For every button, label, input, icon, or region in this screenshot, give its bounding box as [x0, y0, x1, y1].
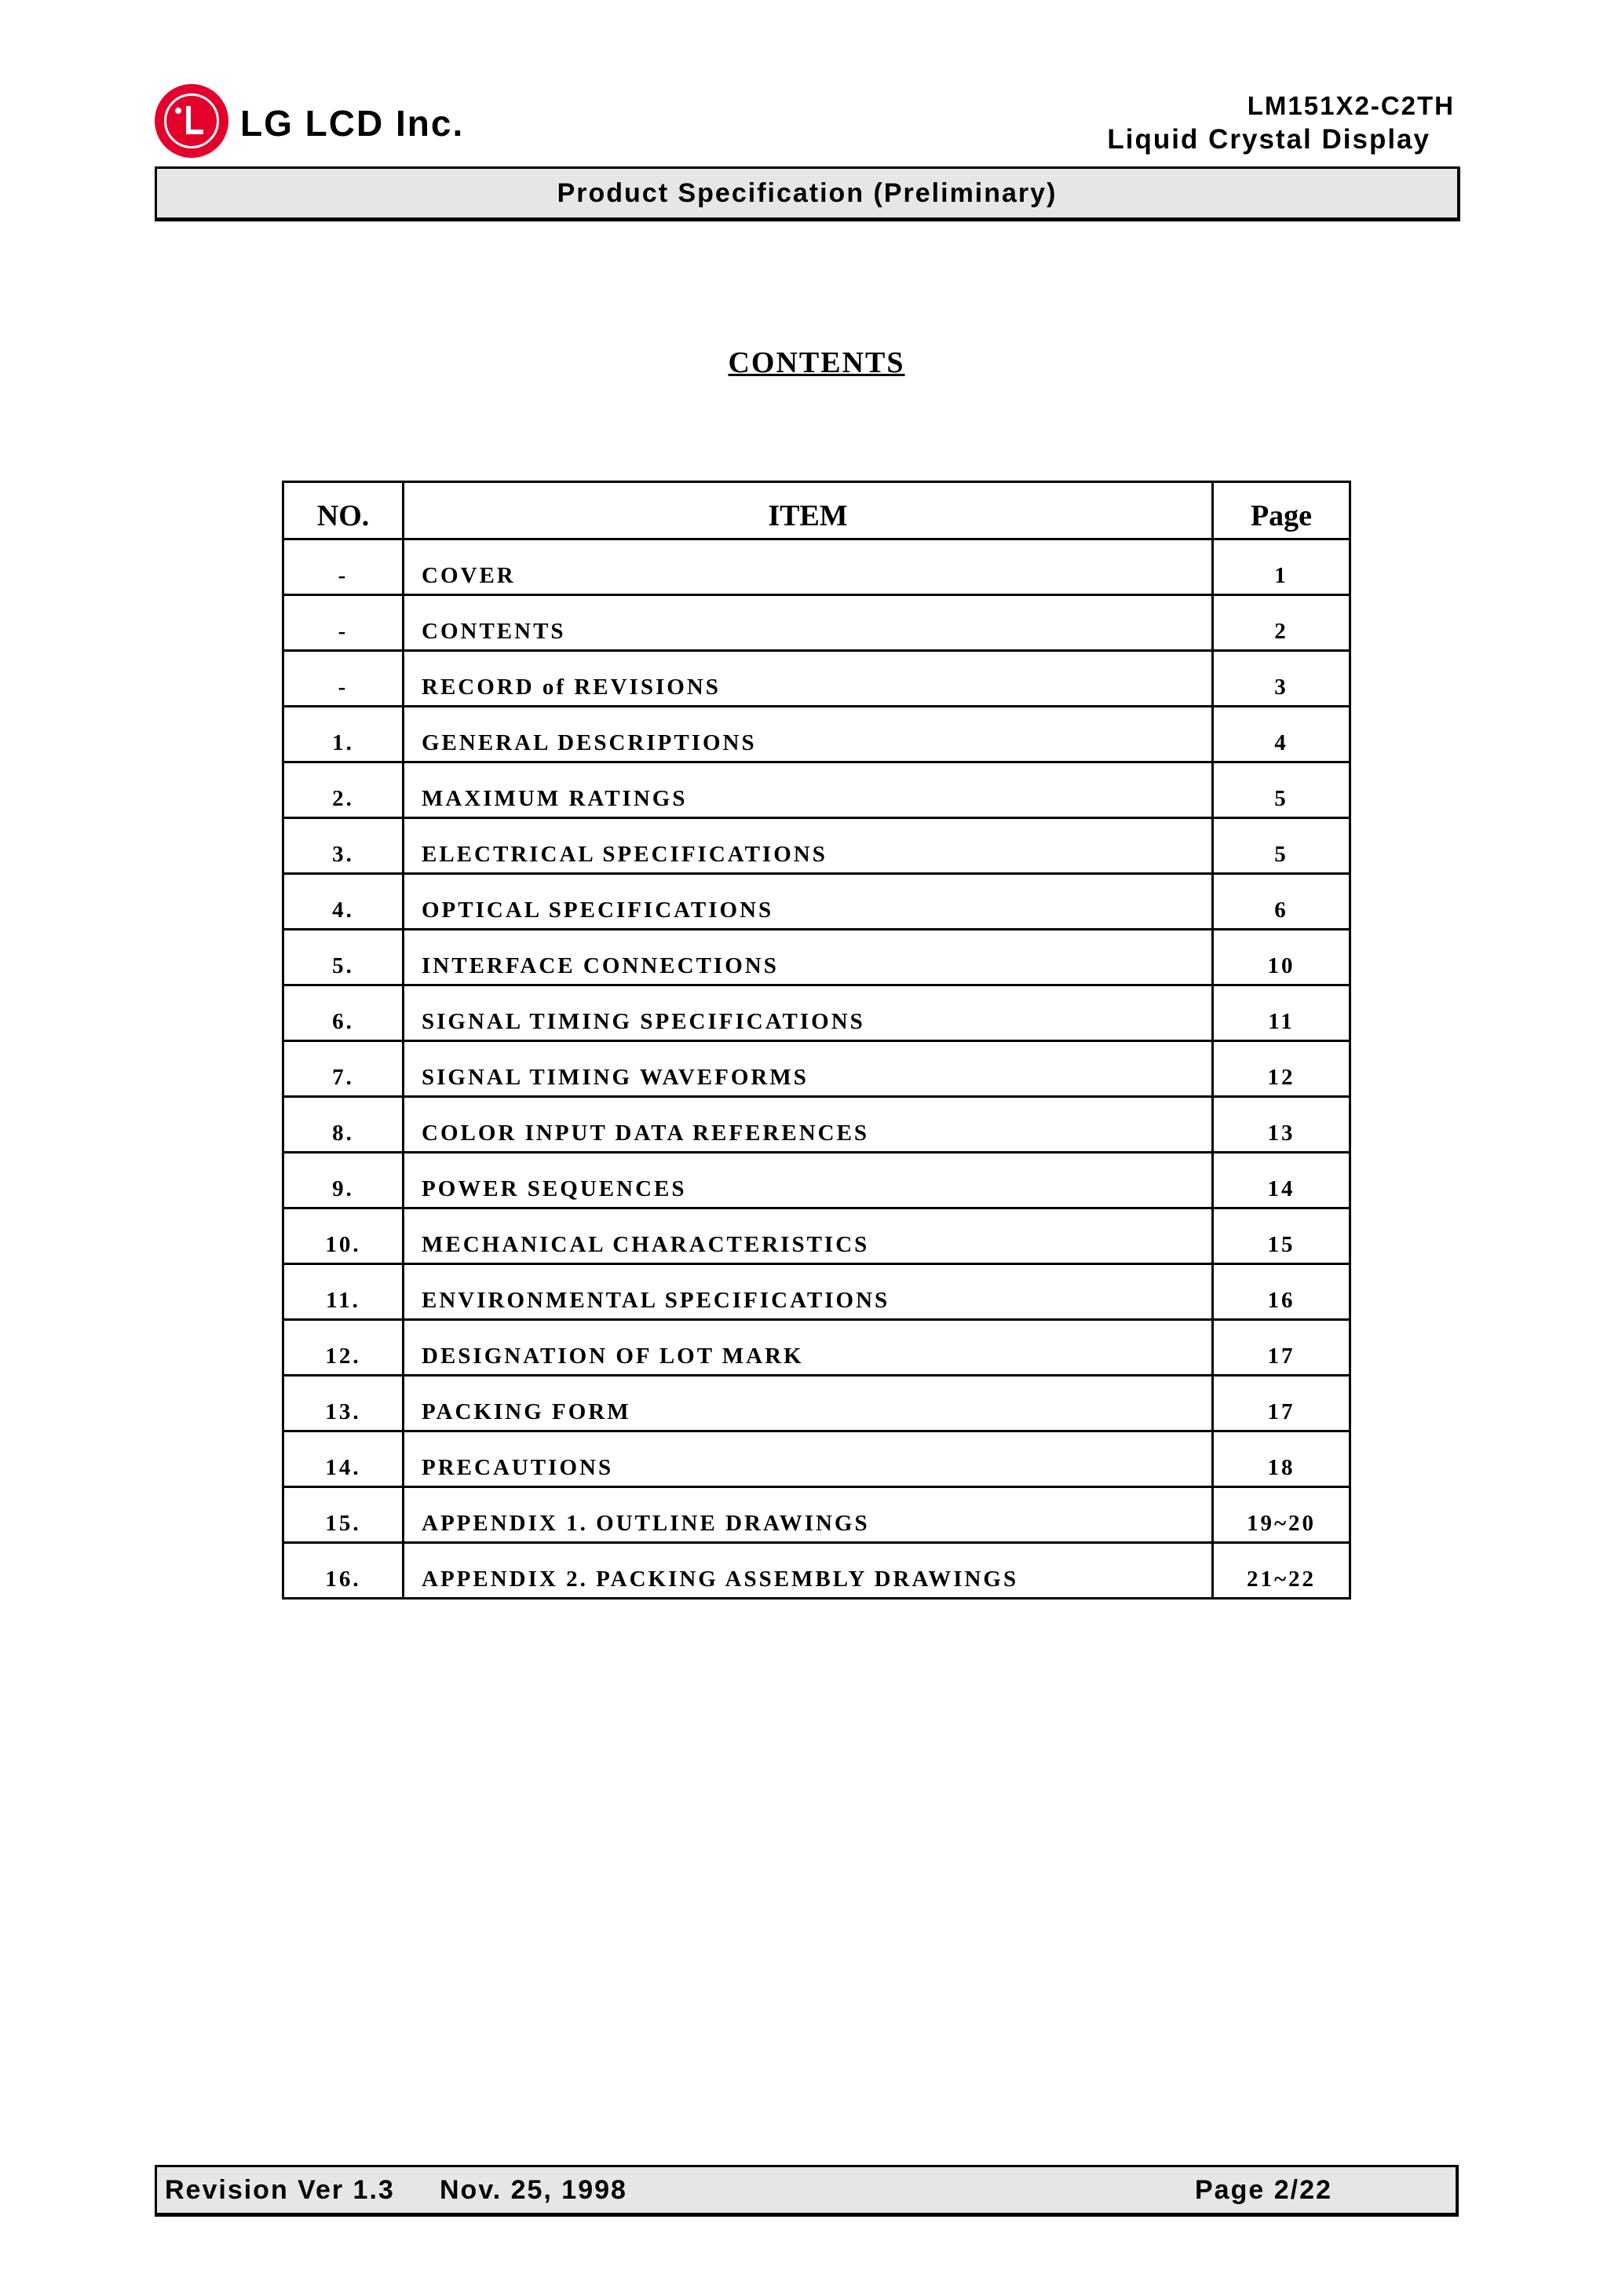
row-number: -	[283, 651, 404, 707]
row-page: 13	[1213, 1097, 1350, 1153]
table-row	[283, 1543, 1350, 1599]
row-number: 10.	[283, 1208, 404, 1264]
row-item: MAXIMUM RATINGS	[404, 762, 1213, 818]
row-page: 5	[1213, 762, 1350, 818]
page-number: Page 2/22	[1195, 2175, 1332, 2205]
table-row	[283, 1097, 1350, 1153]
table-row	[283, 1264, 1350, 1320]
row-number: 5.	[283, 930, 404, 985]
row-item: GENERAL DESCRIPTIONS	[404, 707, 1213, 762]
row-page: 17	[1213, 1376, 1350, 1431]
row-number: 11.	[283, 1264, 404, 1320]
row-page: 12	[1213, 1041, 1350, 1097]
row-item: COVER	[404, 539, 1213, 595]
row-item: INTERFACE CONNECTIONS	[404, 930, 1213, 985]
row-item: COLOR INPUT DATA REFERENCES	[404, 1097, 1213, 1153]
row-item: CONTENTS	[404, 595, 1213, 651]
row-item: SIGNAL TIMING SPECIFICATIONS	[404, 985, 1213, 1041]
row-number: -	[283, 595, 404, 651]
row-number: -	[283, 539, 404, 595]
row-page: 15	[1213, 1208, 1350, 1264]
row-number: 15.	[283, 1487, 404, 1543]
table-header-row	[283, 482, 1350, 539]
table-row	[283, 1208, 1350, 1264]
row-number: 2.	[283, 762, 404, 818]
row-page: 3	[1213, 651, 1350, 707]
table-row	[283, 595, 1350, 651]
row-number: 14.	[283, 1431, 404, 1487]
header-no: NO.	[283, 482, 404, 539]
row-item: APPENDIX 2. PACKING ASSEMBLY DRAWINGS	[404, 1543, 1213, 1599]
row-item: DESIGNATION OF LOT MARK	[404, 1320, 1213, 1376]
table-row	[283, 1376, 1350, 1431]
row-page: 10	[1213, 930, 1350, 985]
row-page: 2	[1213, 595, 1350, 651]
model-number: LM151X2-C2TH	[1247, 91, 1455, 120]
row-item: APPENDIX 1. OUTLINE DRAWINGS	[404, 1487, 1213, 1543]
table-row	[283, 539, 1350, 595]
row-number: 1.	[283, 707, 404, 762]
table-row	[283, 1153, 1350, 1208]
lg-logo-icon	[155, 84, 228, 158]
row-item: ELECTRICAL SPECIFICATIONS	[404, 818, 1213, 874]
row-page: 5	[1213, 818, 1350, 874]
row-item: PRECAUTIONS	[404, 1431, 1213, 1487]
table-row	[283, 930, 1350, 985]
row-number: 3.	[283, 818, 404, 874]
footer-bar	[155, 2165, 1459, 2217]
row-page: 18	[1213, 1431, 1350, 1487]
row-number: 12.	[283, 1320, 404, 1376]
company-name: LG LCD Inc.	[240, 103, 465, 144]
revision: Revision Ver 1.3	[165, 2175, 395, 2205]
row-number: 6.	[283, 985, 404, 1041]
row-number: 16.	[283, 1543, 404, 1599]
table-row	[283, 1041, 1350, 1097]
row-page: 1	[1213, 539, 1350, 595]
table-row	[283, 651, 1350, 707]
row-page: 19~20	[1213, 1487, 1350, 1543]
table-row	[283, 1487, 1350, 1543]
page-title: CONTENTS	[728, 346, 905, 379]
row-number: 4.	[283, 874, 404, 930]
revision-date: Nov. 25, 1998	[440, 2175, 627, 2205]
row-page: 14	[1213, 1153, 1350, 1208]
spec-banner: Product Specification (Preliminary)	[155, 166, 1460, 221]
table-row	[283, 1431, 1350, 1487]
row-item: PACKING FORM	[404, 1376, 1213, 1431]
row-page: 4	[1213, 707, 1350, 762]
table-row	[283, 707, 1350, 762]
table-row	[283, 874, 1350, 930]
product-type: Liquid Crystal Display	[1107, 124, 1430, 155]
row-item: MECHANICAL CHARACTERISTICS	[404, 1208, 1213, 1264]
row-number: 7.	[283, 1041, 404, 1097]
contents-table	[282, 481, 1351, 1600]
row-item: ENVIRONMENTAL SPECIFICATIONS	[404, 1264, 1213, 1320]
row-page: 11	[1213, 985, 1350, 1041]
table-row	[283, 985, 1350, 1041]
row-page: 6	[1213, 874, 1350, 930]
row-item: RECORD of REVISIONS	[404, 651, 1213, 707]
row-number: 8.	[283, 1097, 404, 1153]
row-page: 21~22	[1213, 1543, 1350, 1599]
row-page: 17	[1213, 1320, 1350, 1376]
row-page: 16	[1213, 1264, 1350, 1320]
row-item: SIGNAL TIMING WAVEFORMS	[404, 1041, 1213, 1097]
row-number: 9.	[283, 1153, 404, 1208]
table-row	[283, 762, 1350, 818]
header-page: Page	[1213, 482, 1350, 539]
row-number: 13.	[283, 1376, 404, 1431]
table-row	[283, 818, 1350, 874]
table-row	[283, 1320, 1350, 1376]
row-item: POWER SEQUENCES	[404, 1153, 1213, 1208]
header-item: ITEM	[404, 482, 1213, 539]
row-item: OPTICAL SPECIFICATIONS	[404, 874, 1213, 930]
